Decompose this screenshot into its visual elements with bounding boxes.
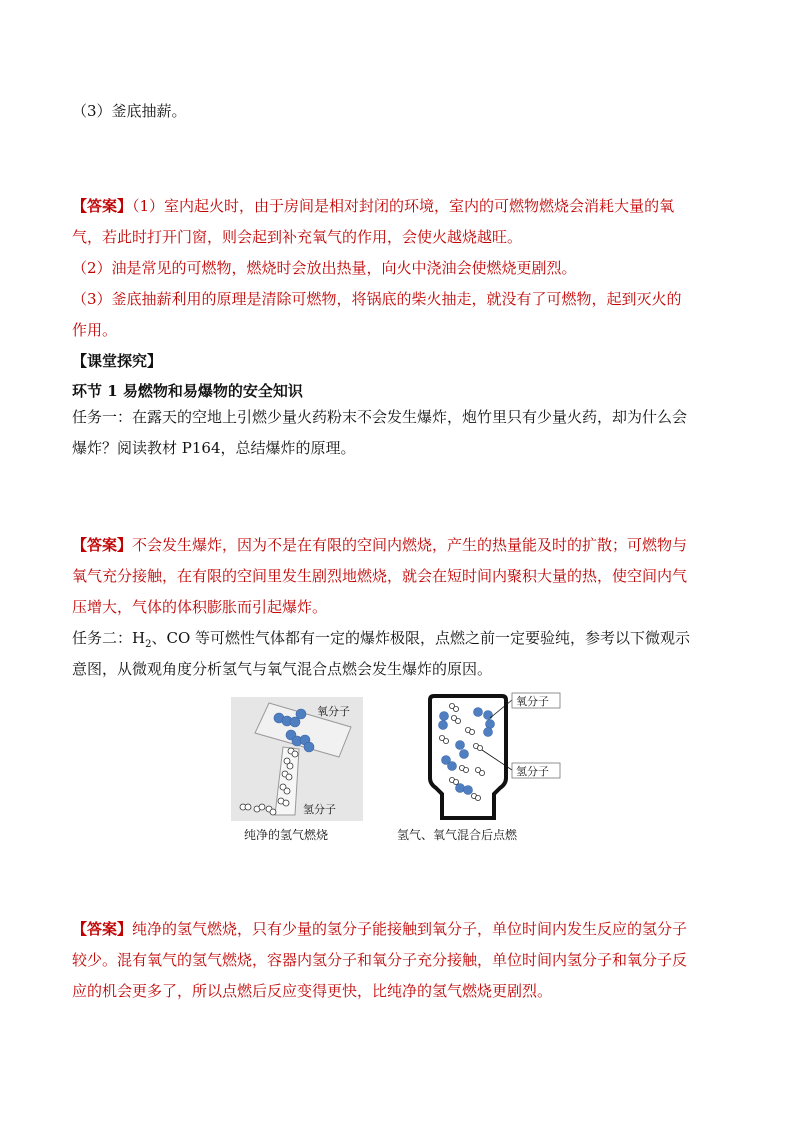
task2-subscript: 2 — [145, 639, 152, 650]
caption-pure-hydrogen: 纯净的氢气燃烧 — [244, 828, 329, 842]
answer3-line2: 较少。混有氧气的氢气燃烧，容器内氢分子和氧分子充分接触，单位时间内氢分子和氧分子反 — [72, 951, 688, 969]
answer1-line2: 气，若此时打开门窗，则会起到补充氧气的作用，会使火越烧越旺。 — [72, 228, 523, 246]
mixed-gas-diagram — [416, 690, 566, 820]
figure-pure-hydrogen — [231, 697, 363, 821]
task2-prefix: 任务二：H — [72, 629, 146, 647]
answer2-text1: 不会发生爆炸，因为不是在有限的空间内燃烧，产生的热量能及时的扩散；可燃物与 — [132, 536, 688, 554]
hydrogen-label: 氢分子 — [303, 803, 336, 816]
answer3-text1: 纯净的氢气燃烧，只有少量的氢分子能接触到氧分子，单位时间内发生反应的氢分子 — [132, 920, 688, 938]
answer-tag: 【答案】 — [72, 920, 133, 938]
answer2-line3: 压增大，气体的体积膨胀而引起爆炸。 — [72, 598, 328, 616]
question-3: （3）釜底抽薪。 — [72, 102, 187, 120]
figure-mixed-gas — [416, 690, 566, 820]
pure-hydrogen-diagram — [231, 697, 363, 821]
oxygen-label: 氧分子 — [516, 695, 549, 708]
task2-line1 — [72, 628, 732, 648]
task2-line2: 意图，从微观角度分析氢气与氧气混合点燃会发生爆炸的原因。 — [72, 660, 493, 678]
task1-line2: 爆炸？阅读教材 P164，总结爆炸的原理。 — [72, 439, 356, 457]
answer-tag: 【答案】 — [72, 536, 133, 554]
answer3-line1 — [72, 919, 732, 939]
step-title: 环节 1 易燃物和易爆物的安全知识 — [72, 382, 303, 400]
answer1-line1 — [72, 196, 732, 216]
hydrogen-label: 氢分子 — [516, 765, 549, 778]
answer3-line3: 应的机会更多了，所以点燃后反应变得更快，比纯净的氢气燃烧更剧烈。 — [72, 982, 553, 1000]
caption-mixed-gas: 氢气、氧气混合后点燃 — [397, 828, 518, 842]
answer1-line5: 作用。 — [72, 321, 118, 339]
answer1-line4: （3）釜底抽薪利用的原理是清除可燃物，将锅底的柴火抽走，就没有了可燃物，起到灭火的 — [72, 290, 682, 308]
answer2-line1 — [72, 535, 732, 555]
oxygen-label: 氧分子 — [317, 705, 350, 718]
answer-tag: 【答案】 — [72, 197, 133, 215]
answer1-line3: （2）油是常见的可燃物，燃烧时会放出热量，向火中浇油会使燃烧更剧烈。 — [72, 259, 577, 277]
answer1-text1: （1）室内起火时，由于房间是相对封闭的环境，室内的可燃物燃烧会消耗大量的氧 — [132, 197, 675, 215]
task1-line1: 任务一：在露天的空地上引燃少量火药粉末不会发生爆炸，炮竹里只有少量火药，却为什么会 — [72, 408, 688, 426]
section-title: 【课堂探究】 — [72, 352, 163, 370]
task2-text: 、CO 等可燃性气体都有一定的爆炸极限，点燃之前一定要验纯，参考以下微观示 — [151, 629, 691, 647]
answer2-line2: 氧气充分接触，在有限的空间里发生剧烈地燃烧，就会在短时间内聚积大量的热，使空间内气 — [72, 567, 688, 585]
